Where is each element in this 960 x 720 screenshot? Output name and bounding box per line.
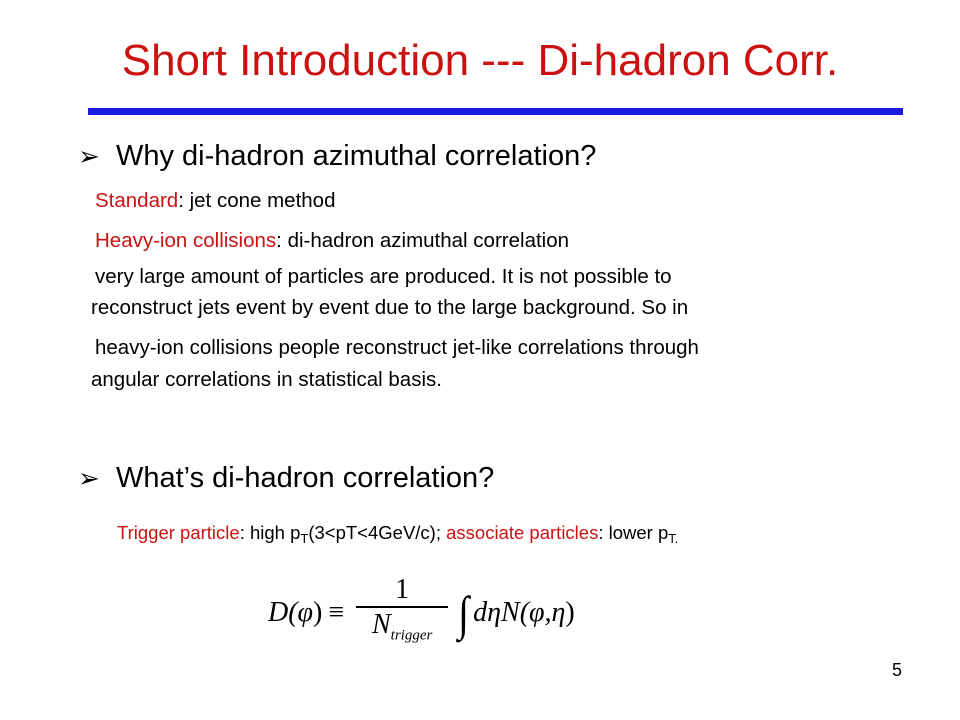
line-trigger: [117, 522, 678, 546]
label-standard: Standard: [95, 189, 179, 212]
paragraph-line: very large amount of particles are produced. It is not possible to: [95, 265, 672, 288]
formula-lhs: D(: [268, 597, 298, 629]
text-standard: : jet cone method: [178, 189, 336, 212]
formula-paren: ): [313, 597, 323, 629]
bullet-what-heading: What’s di-hadron correlation?: [116, 462, 495, 494]
correlation-formula: [268, 574, 575, 652]
formula-eta-arg: η: [551, 597, 566, 629]
formula-close-paren: ): [565, 597, 575, 629]
arrow-bullet-icon: ➢: [78, 463, 100, 494]
trigger-text: : high p: [239, 522, 301, 543]
arrow-bullet-icon: ➢: [78, 141, 100, 172]
paragraph-line: reconstruct jets event by event due to the large background. So in: [91, 296, 689, 319]
formula-fraction: [356, 574, 448, 652]
slide-title: Short Introduction --- Di-hadron Corr.: [121, 36, 839, 85]
bullet-what: [78, 462, 494, 495]
formula-numerator: 1: [395, 574, 410, 605]
trigger-subscript: T: [300, 531, 309, 546]
formula-n-of: N(: [501, 597, 530, 629]
bullet-why-heading: Why di-hadron azimuthal correlation?: [116, 140, 597, 172]
label-associate: associate particles: [446, 522, 599, 543]
trigger-range: (3<pT<4GeV/c);: [308, 522, 447, 543]
integral-icon: ∫: [458, 586, 470, 641]
line-heavy-ion: [95, 229, 569, 253]
title-underline: [88, 108, 903, 115]
formula-n: N: [371, 608, 391, 640]
formula-denominator: [372, 608, 432, 653]
label-heavy-ion: Heavy-ion collisions: [95, 229, 277, 252]
associate-subscript: T.: [668, 531, 679, 546]
formula-equiv: ≡: [328, 597, 345, 629]
formula-trigger-sub: trigger: [390, 627, 433, 644]
formula-eta: η: [487, 597, 502, 629]
formula-d: d: [473, 597, 488, 629]
bullet-why: [78, 140, 596, 173]
associate-text: : lower p: [598, 522, 669, 543]
page-number: 5: [891, 660, 902, 680]
formula-phi-arg: φ,: [529, 597, 552, 629]
paragraph-line: heavy-ion collisions people reconstruct jet-like correlations through: [95, 336, 699, 359]
paragraph-line: angular correlations in statistical basis.: [91, 368, 442, 391]
line-standard: [95, 189, 335, 213]
text-heavy-ion: : di-hadron azimuthal correlation: [276, 229, 570, 252]
label-trigger: Trigger particle: [117, 522, 240, 543]
formula-phi: φ: [297, 597, 314, 629]
